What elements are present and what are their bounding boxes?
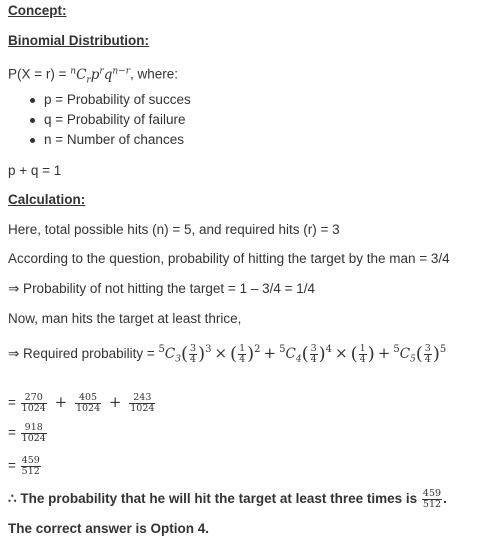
definitions-list: [26, 90, 191, 150]
definition-item: q = Probability of failure: [26, 110, 191, 130]
fraction: $\frac{459}{512}$: [422, 487, 442, 510]
conclusion-line: ∴ The probability that he will hit the target at least three times is $\frac{459}{512}$ .: [8, 487, 447, 510]
prob-hit-line: According to the question, probability of hitting the target by the man = 3/4: [8, 251, 450, 266]
formula-expression: $^nC_rp^rq^{n-r}$: [70, 66, 130, 86]
formula-prefix: P(X = r) =: [8, 66, 71, 82]
fraction: $\frac{270}{1024}$: [21, 391, 46, 414]
definition-item: n = Number of chances: [26, 130, 191, 150]
sum-line: = $\frac{270}{1024}$ + $\frac{405}{1024}$ + $\frac{243}{1024}$: [8, 391, 155, 414]
concept-heading: Concept:: [8, 3, 67, 18]
at-least-line: Now, man hits the target at least thrice,: [8, 311, 242, 326]
required-prefix: ⇒ Required probability =: [8, 346, 159, 361]
fraction: $\frac{918}{1024}$: [21, 421, 46, 444]
binomial-formula: [8, 62, 178, 89]
formula-suffix: , where:: [130, 66, 179, 82]
answer-line: The correct answer is Option 4.: [8, 521, 210, 536]
total-hits-line: Here, total possible hits (n) = 5, and required hits (r) = 3: [8, 222, 340, 237]
fraction: $\frac{243}{1024}$: [130, 391, 155, 414]
conclusion-text: ∴ The probability that he will hit the target at least three times is: [8, 491, 421, 506]
calculation-heading: Calculation:: [8, 192, 86, 207]
fraction: $\frac{405}{1024}$: [75, 391, 101, 414]
binomial-heading: Binomial Distribution:: [8, 33, 149, 48]
reduced-line: = $\frac{459}{512}$: [8, 454, 40, 477]
total-line: = $\frac{918}{1024}$: [8, 421, 46, 444]
required-probability-line: [8, 338, 446, 375]
pq-relation: p + q = 1: [8, 163, 62, 178]
required-expression: $^5C_3$( $\frac{3}{4}$ )$^3$ × ( $\frac{1}{4}$ )$^2 + ^5C_4$( $\frac{3}{4}$ )$^4$ × ( $\frac{1}{4}$ ) + $^5C_5$( $\frac{3}{4}$ )$^5$: [158, 343, 447, 365]
fraction: $\frac{459}{512}$: [21, 454, 40, 477]
definition-item: p = Probability of succes: [26, 90, 191, 110]
prob-not-hit-line: ⇒ Probability of not hitting the target = 1 – 3/4 = 1/4: [8, 281, 316, 296]
